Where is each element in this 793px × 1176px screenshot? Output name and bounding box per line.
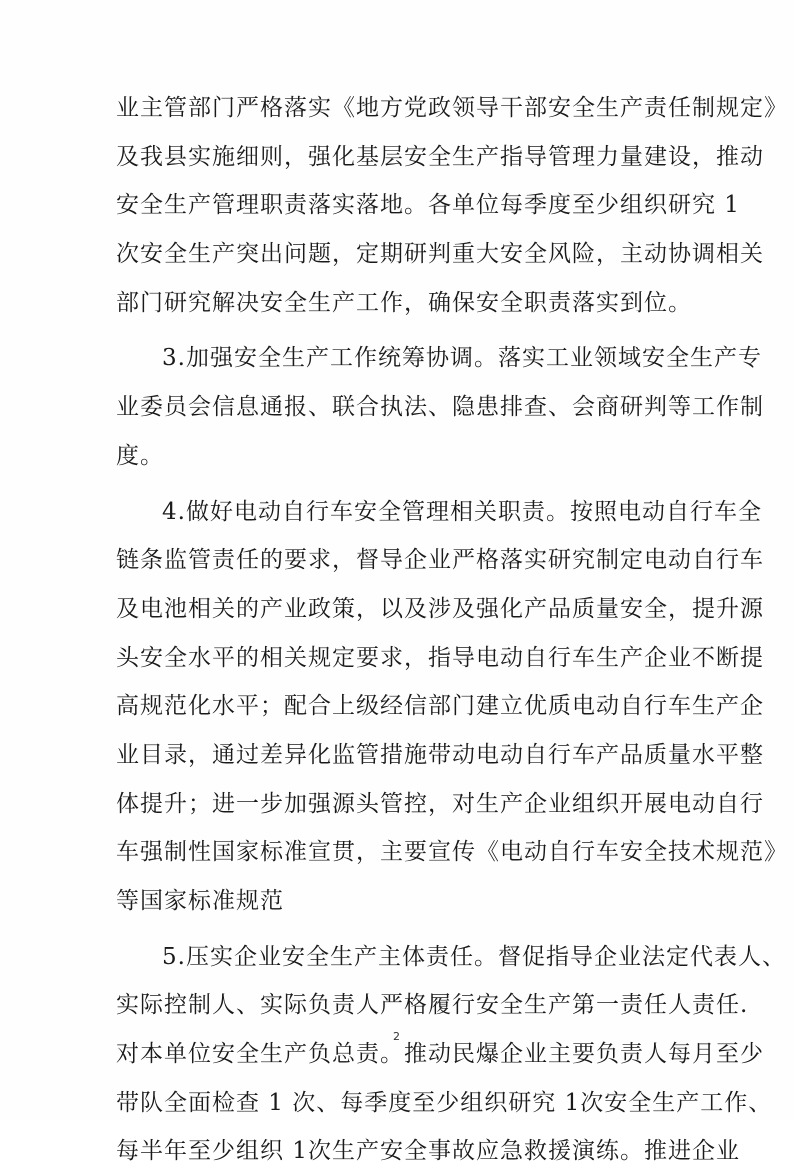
text-line: 部门研究解决安全生产工作，确保安全职责落实到位。 — [116, 289, 692, 316]
paragraph-5 — [116, 933, 786, 1176]
text-line: 业委员会信息通报、联合执法、隐患排查、会商研判等工作制 — [116, 394, 764, 421]
text-line: 实际控制人、实际负责人严格履行安全生产第一责任人责任. — [116, 992, 749, 1019]
page-number: 2 — [393, 1030, 400, 1043]
text-line: 每半年至少组织 1次生产安全事故应急救援演练。推进企业 — [116, 1138, 740, 1165]
paragraph-4 — [116, 488, 788, 926]
text-line: 体提升；进一步加强源头管控，对生产企业组织开展电动自行 — [116, 790, 764, 817]
text-line: 链条监管责任的要求，督导企业严格落实研究制定电动自行车 — [116, 547, 764, 574]
text-line: 安全生产管理职责落实落地。各单位每季度至少组织研究 1 — [116, 192, 740, 219]
text-line: 4.做好电动自行车安全管理相关职责。按照电动自行车全 — [162, 498, 762, 525]
text-line: 业主管部门严格落实《地方党政领导干部安全生产责任制规定》 — [116, 95, 788, 121]
text-line: 对本单位安全生产负总责。推动民爆企业主要负责人每月至少 — [116, 1041, 764, 1068]
text-line: 带队全面检查 1 次、每季度至少组织研究 1次安全生产工作、 — [116, 1089, 773, 1116]
text-line: 及电池相关的产业政策，以及涉及强化产品质量安全，提升源 — [116, 595, 764, 622]
paragraph-continuation — [116, 84, 788, 327]
text-line: 次安全生产突出问题，定期研判重大安全风险，主动协调相关 — [116, 241, 764, 268]
text-line: 车强制性国家标准宣贯，主要宣传《电动自行车安全技术规范》 — [116, 839, 788, 866]
text-line: 高规范化水平；配合上级经信部门建立优质电动自行车生产企 — [116, 693, 764, 720]
text-line: 头安全水平的相关规定要求，指导电动自行车生产企业不断提 — [116, 644, 764, 671]
paragraph-3 — [116, 334, 764, 480]
body-text — [116, 84, 788, 1176]
text-line: 度。 — [116, 442, 164, 469]
text-line: 及我县实施细则，强化基层安全生产指导管理力量建设，推动 — [116, 143, 764, 170]
text-line: 5.压实企业安全生产主体责任。督促指导企业法定代表人、 — [162, 943, 786, 970]
text-line: 业目录，通过差异化监管措施带动电动自行车产品质量水平整 — [116, 741, 764, 768]
text-line: 3.加强安全生产工作统筹协调。落实工业领域安全生产专 — [162, 345, 762, 372]
text-line: 等国家标准规范 — [116, 888, 284, 914]
